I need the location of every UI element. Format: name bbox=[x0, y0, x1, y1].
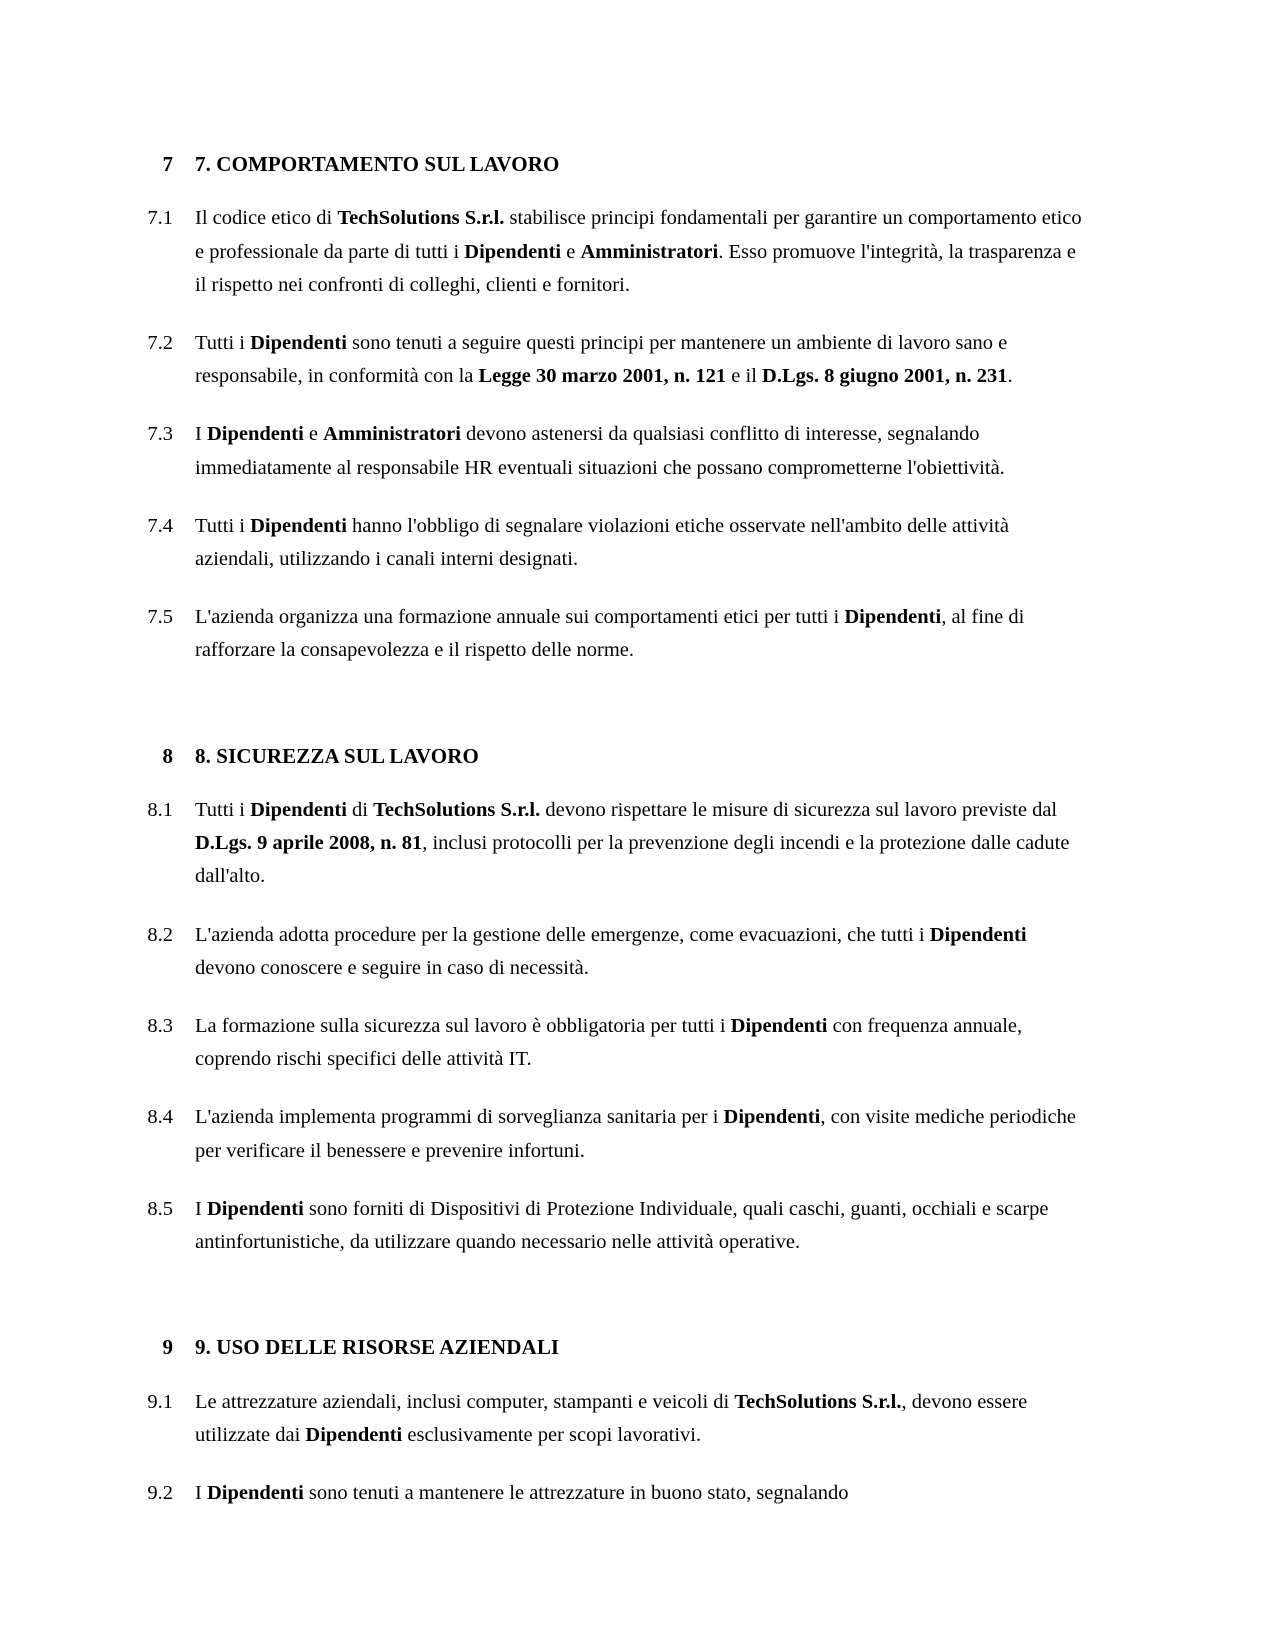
clause-number: 7.2 bbox=[147, 331, 173, 354]
text-run: devono conoscere e seguire in caso di necessità. bbox=[195, 956, 589, 979]
clause-number: 8.5 bbox=[147, 1197, 173, 1220]
text-run: esclusivamente per scopi lavorativi. bbox=[402, 1423, 702, 1446]
emphasis-term: Dipendenti bbox=[730, 1014, 828, 1037]
emphasis-term: Dipendenti bbox=[844, 606, 942, 629]
emphasis-term: Dipendenti bbox=[206, 1481, 304, 1504]
text-run: I bbox=[195, 1197, 207, 1220]
text-run: sono tenuti a mantenere le attrezzature in buono stato, segnalando bbox=[303, 1481, 849, 1504]
clause-text bbox=[195, 601, 1090, 667]
section-title: 9. USO DELLE RISORSE AZIENDALI bbox=[195, 1335, 560, 1360]
clause bbox=[140, 327, 1090, 393]
text-run: stabilisce principi fondamentali per garantire un comportamento etico e professionale da parte di tutti i bbox=[195, 207, 1082, 263]
clause bbox=[140, 601, 1090, 667]
clause-text bbox=[195, 327, 1090, 393]
text-run: L'azienda adotta procedure per la gestione delle emergenze, come evacuazioni, che tutti i bbox=[195, 923, 930, 946]
clause-number: 8.4 bbox=[147, 1106, 173, 1129]
text-run: con frequenza annuale, coprendo rischi specifici delle attività IT. bbox=[195, 1014, 1023, 1071]
emphasis-term: Amministratori bbox=[580, 240, 719, 263]
section-title: 7. COMPORTAMENTO SUL LAVORO bbox=[195, 152, 560, 176]
text-run: L'azienda organizza una formazione annuale sui comportamenti etici per tutti i bbox=[195, 606, 845, 629]
text-run: devono rispettare le misure di sicurezza sul lavoro previste dal bbox=[540, 798, 1058, 821]
text-run: Tutti i bbox=[195, 514, 251, 537]
emphasis-term: Dipendenti bbox=[250, 798, 347, 821]
clause bbox=[140, 202, 1090, 302]
clause-text bbox=[195, 794, 1090, 894]
section-title: 8. SICUREZZA SUL LAVORO bbox=[195, 743, 479, 768]
text-run: e bbox=[303, 423, 324, 446]
emphasis-term: TechSolutions S.r.l. bbox=[734, 1390, 902, 1413]
emphasis-term: Dipendenti bbox=[723, 1106, 821, 1129]
text-run: Il codice etico di bbox=[195, 207, 338, 230]
text-run: I bbox=[195, 423, 207, 446]
text-run: , inclusi protocolli per la prevenzione degli incendi e la protezione dalle cadute dall'alto. bbox=[195, 832, 1070, 888]
emphasis-term: Amministratori bbox=[323, 423, 461, 446]
text-run: devono astenersi da qualsiasi conflitto di interesse, segnalando immediatamente al responsabile HR eventuali situazioni che possano comprometterne l'obiettività. bbox=[195, 423, 1005, 479]
clause-text bbox=[195, 418, 1090, 484]
text-run: e bbox=[561, 240, 581, 263]
clause-number: 8.1 bbox=[147, 798, 173, 821]
clause-text bbox=[195, 1477, 1090, 1510]
section-heading bbox=[140, 1333, 1090, 1361]
clause-text bbox=[195, 919, 1090, 985]
clause-text bbox=[195, 202, 1090, 302]
emphasis-term: TechSolutions S.r.l. bbox=[337, 207, 505, 230]
clause-number: 9.2 bbox=[147, 1481, 173, 1504]
document-body bbox=[140, 150, 1090, 1510]
emphasis-term: Dipendenti bbox=[305, 1423, 403, 1446]
section-block bbox=[140, 150, 1090, 668]
section-number: 8 bbox=[162, 743, 173, 768]
section-number: 9 bbox=[162, 1335, 173, 1360]
clause bbox=[140, 1386, 1090, 1452]
clause bbox=[140, 1193, 1090, 1259]
clause-text bbox=[195, 1386, 1090, 1452]
section-block bbox=[140, 1333, 1090, 1510]
emphasis-term: Dipendenti bbox=[250, 514, 347, 537]
clause-number: 7.3 bbox=[147, 423, 173, 446]
emphasis-term: D.Lgs. 8 giugno 2001, n. 231 bbox=[762, 365, 1008, 388]
text-run: e il bbox=[726, 365, 763, 388]
text-run: sono forniti di Dispositivi di Protezione Individuale, quali caschi, guanti, occhiali e scarpe antinfortunistiche, da utilizzare quando necessario nelle attività operative. bbox=[195, 1197, 1049, 1253]
text-run: Tutti i bbox=[195, 798, 251, 821]
emphasis-term: D.Lgs. 9 aprile 2008, n. 81 bbox=[195, 832, 423, 855]
text-run: hanno l'obbligo di segnalare violazioni etiche osservate nell'ambito delle attività aziendali, utilizzando i canali interni designati. bbox=[195, 514, 1009, 570]
text-run: . bbox=[1007, 365, 1013, 388]
section-number: 7 bbox=[162, 152, 173, 176]
clause-number: 8.2 bbox=[147, 923, 173, 946]
clause-text bbox=[195, 510, 1090, 576]
clause bbox=[140, 1477, 1090, 1510]
emphasis-term: Dipendenti bbox=[250, 331, 347, 354]
clause bbox=[140, 510, 1090, 576]
clause bbox=[140, 794, 1090, 894]
clause bbox=[140, 919, 1090, 985]
text-run: . Esso promuove l'integrità, la trasparenza e il rispetto nei confronti di colleghi, clienti e fornitori. bbox=[195, 240, 1076, 296]
text-run: , con visite mediche periodiche per verificare il benessere e prevenire infortuni. bbox=[195, 1106, 1076, 1162]
clause-number: 9.1 bbox=[147, 1390, 173, 1413]
text-run: I bbox=[195, 1481, 207, 1504]
clause-text bbox=[195, 1010, 1090, 1076]
clause-text bbox=[195, 1101, 1090, 1167]
clause bbox=[140, 1101, 1090, 1167]
clause-number: 8.3 bbox=[147, 1014, 173, 1037]
text-run: La formazione sulla sicurezza sul lavoro è obbligatoria per tutti i bbox=[195, 1014, 731, 1037]
text-run: Le attrezzature aziendali, inclusi computer, stampanti e veicoli di bbox=[195, 1390, 735, 1413]
clause-number: 7.4 bbox=[147, 514, 173, 537]
text-run: sono tenuti a seguire questi principi per mantenere un ambiente di lavoro sano e responsabile, in conformità con la bbox=[195, 331, 1008, 388]
emphasis-term: Dipendenti bbox=[929, 923, 1027, 946]
clause bbox=[140, 1010, 1090, 1076]
text-run: Tutti i bbox=[195, 331, 251, 354]
emphasis-term: Dipendenti bbox=[464, 240, 562, 263]
text-run: , al fine di rafforzare la consapevolezza e il rispetto delle norme. bbox=[195, 606, 1025, 662]
emphasis-term: Dipendenti bbox=[206, 423, 304, 446]
emphasis-term: Legge 30 marzo 2001, n. 121 bbox=[478, 365, 727, 388]
text-run: , devono essere utilizzate dai bbox=[195, 1390, 1028, 1446]
section-heading bbox=[140, 150, 1090, 178]
section-block bbox=[140, 742, 1090, 1260]
text-run: di bbox=[346, 798, 374, 821]
clause bbox=[140, 418, 1090, 484]
emphasis-term: Dipendenti bbox=[206, 1197, 304, 1220]
clause-text bbox=[195, 1193, 1090, 1259]
clause-number: 7.1 bbox=[147, 207, 173, 230]
emphasis-term: TechSolutions S.r.l. bbox=[373, 798, 541, 821]
text-run: L'azienda implementa programmi di sorveglianza sanitaria per i bbox=[195, 1106, 724, 1129]
clause-number: 7.5 bbox=[147, 606, 173, 629]
section-heading bbox=[140, 742, 1090, 770]
